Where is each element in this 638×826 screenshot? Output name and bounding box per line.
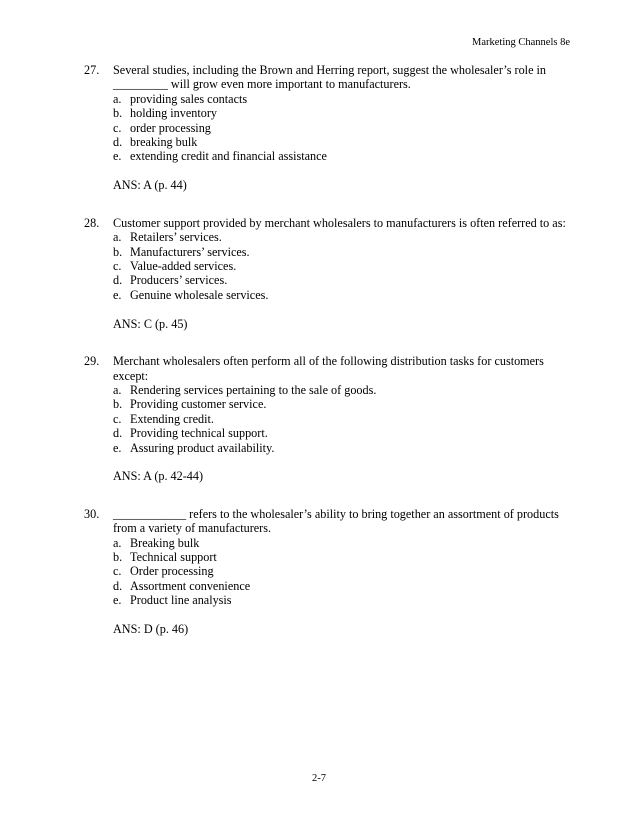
option-a: [113, 383, 570, 397]
option-d: [113, 135, 570, 149]
option-text: Rendering services pertaining to the sale of goods.: [130, 382, 377, 397]
option-c: [113, 121, 570, 135]
question-29: [84, 354, 570, 484]
question-number: 29.: [84, 354, 100, 369]
option-text: Providing technical support.: [130, 426, 268, 441]
answer-key: ANS: A (p. 42-44): [113, 469, 204, 484]
option-text: Value-added services.: [130, 258, 237, 273]
option-d: [113, 426, 570, 440]
option-text: Assuring product availability.: [130, 440, 275, 455]
option-letter: b.: [113, 106, 123, 121]
option-e: [113, 288, 570, 302]
option-letter: d.: [113, 578, 123, 593]
question-text: Customer support provided by merchant wholesalers to manufacturers is often referred to as:: [113, 215, 566, 230]
option-text: holding inventory: [130, 106, 217, 121]
option-list: [113, 92, 570, 164]
answer-key: ANS: A (p. 44): [113, 178, 187, 193]
option-text: Extending credit.: [130, 411, 214, 426]
question-30: [84, 507, 570, 637]
option-b: [113, 550, 570, 564]
question-list: [84, 63, 570, 660]
option-b: [113, 245, 570, 259]
page-header: Marketing Channels 8e: [472, 37, 570, 48]
option-letter: b.: [113, 550, 123, 565]
option-text: providing sales contacts: [130, 91, 248, 106]
option-letter: c.: [113, 564, 122, 579]
option-d: [113, 579, 570, 593]
option-text: order processing: [130, 120, 211, 135]
option-a: [113, 92, 570, 106]
option-letter: a.: [113, 91, 122, 106]
option-letter: d.: [113, 135, 123, 150]
option-letter: c.: [113, 258, 122, 273]
option-text: breaking bulk: [130, 135, 198, 150]
option-list: [113, 383, 570, 455]
option-c: [113, 259, 570, 273]
question-number: 28.: [84, 215, 100, 230]
option-letter: e.: [113, 287, 122, 302]
option-text: extending credit and financial assistance: [130, 149, 327, 164]
option-letter: d.: [113, 426, 123, 441]
question-number: 27.: [84, 63, 100, 77]
answer-key: ANS: D (p. 46): [113, 622, 189, 637]
option-letter: b.: [113, 244, 123, 259]
option-letter: a.: [113, 535, 122, 550]
question-text: Merchant wholesalers often perform all of the following distribution tasks for customers except:: [113, 354, 544, 383]
option-text: Order processing: [130, 564, 214, 579]
option-letter: b.: [113, 397, 123, 412]
question-28: [84, 216, 570, 331]
option-letter: d.: [113, 273, 123, 288]
option-e: [113, 441, 570, 455]
option-a: [113, 536, 570, 550]
option-a: [113, 230, 570, 244]
page-number: 2-7: [312, 773, 326, 784]
option-text: Producers’ services.: [130, 273, 228, 288]
option-b: [113, 106, 570, 120]
option-c: [113, 412, 570, 426]
option-text: Retailers’ services.: [130, 230, 222, 245]
option-letter: a.: [113, 230, 122, 245]
option-b: [113, 397, 570, 411]
option-letter: e.: [113, 149, 122, 164]
option-text: Genuine wholesale services.: [130, 287, 269, 302]
option-letter: e.: [113, 440, 122, 455]
option-letter: e.: [113, 593, 122, 608]
question-number: 30.: [84, 506, 100, 521]
option-letter: c.: [113, 120, 122, 135]
option-c: [113, 564, 570, 578]
question-text: Several studies, including the Brown and Herring report, suggest the wholesaler’s role in _________ will grow even more important to manufacturers.: [113, 63, 547, 92]
option-text: Technical support: [130, 550, 217, 565]
option-text: Breaking bulk: [130, 535, 200, 550]
option-e: [113, 149, 570, 163]
option-text: Providing customer service.: [130, 397, 267, 412]
option-e: [113, 593, 570, 607]
question-text: ____________ refers to the wholesaler’s ability to bring together an assortment of products from a variety of manufacturers.: [113, 506, 559, 536]
option-text: Product line analysis: [130, 593, 232, 608]
option-letter: a.: [113, 382, 122, 397]
option-text: Manufacturers’ services.: [130, 244, 250, 259]
option-d: [113, 273, 570, 287]
option-list: [113, 230, 570, 302]
option-text: Assortment convenience: [130, 578, 251, 593]
option-list: [113, 536, 570, 608]
answer-key: ANS: C (p. 45): [113, 316, 188, 331]
question-27: [84, 63, 570, 193]
option-letter: c.: [113, 411, 122, 426]
